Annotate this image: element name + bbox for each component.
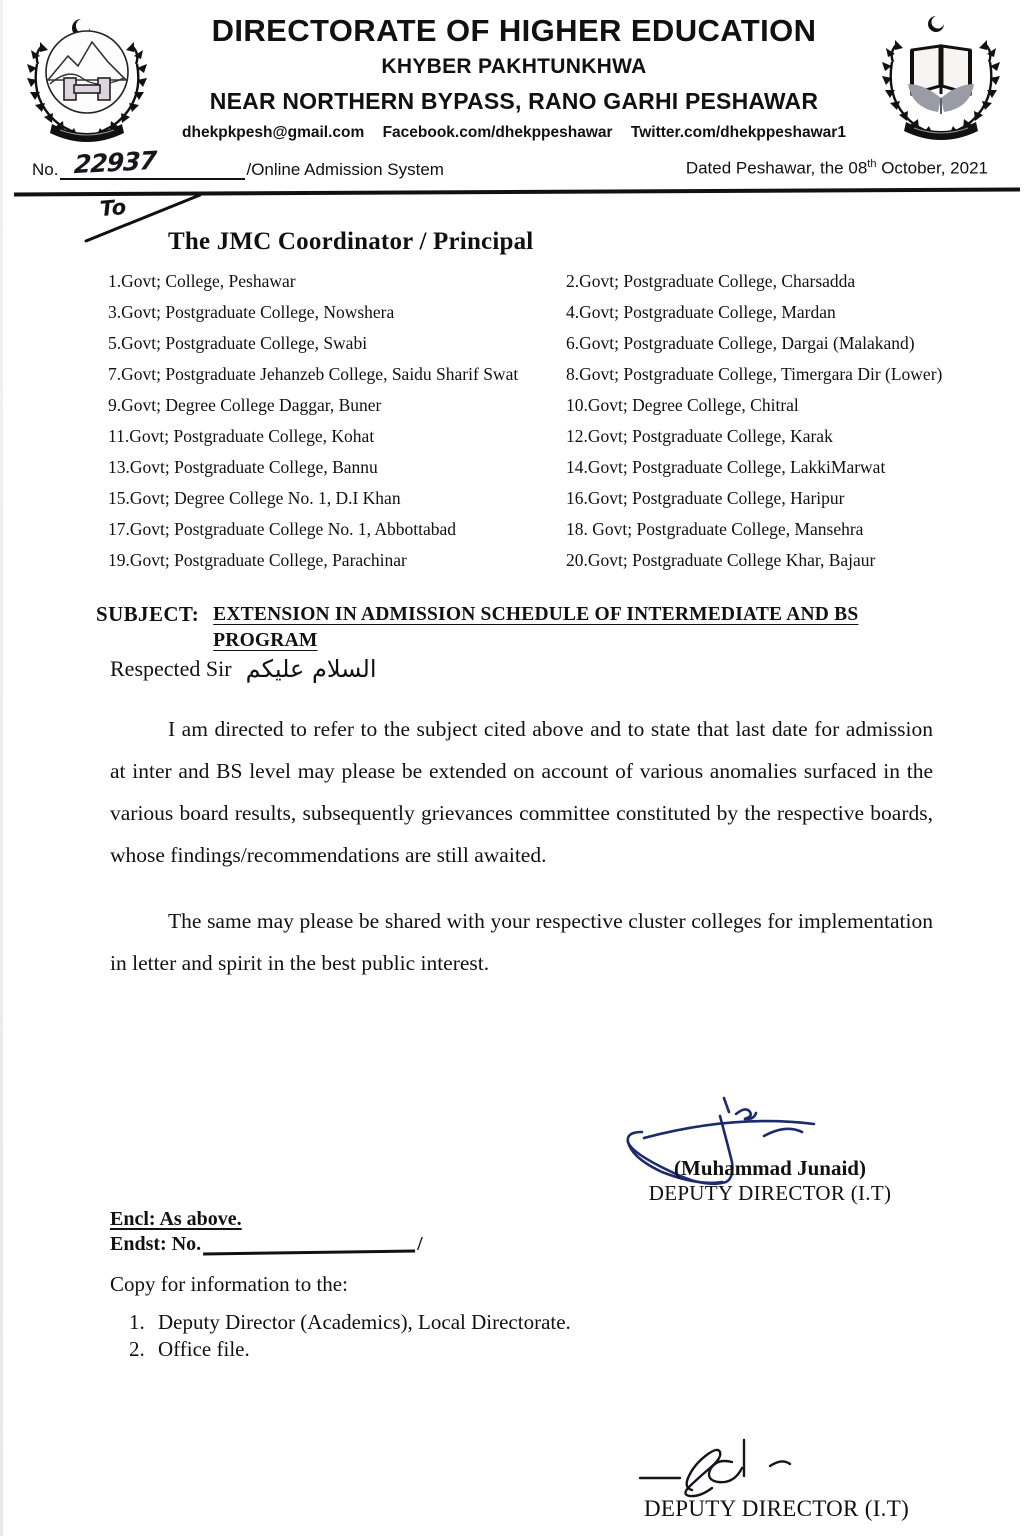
list-item: 2.Govt; Postgraduate College, Charsadda: [566, 271, 856, 291]
signatory-designation-secondary: DEPUTY DIRECTOR (I.T): [644, 1496, 910, 1521]
letterhead-text: [170, 14, 858, 142]
signature-block-primary: [620, 1092, 920, 1206]
dated-suffix: October, 2021: [876, 158, 988, 178]
body-paragraph-2: The same may please be shared with your respective cluster colleges for implementation in letter and spirit in the best public interest.: [110, 909, 933, 975]
salutation-urdu: السلام علیکم: [245, 655, 377, 683]
org-contacts: [170, 124, 858, 142]
list-item: 5.Govt; Postgraduate College, Swabi: [108, 333, 368, 353]
list-item: 12.Govt; Postgraduate College, Karak: [566, 426, 833, 446]
salutation-english: Respected Sir: [110, 656, 232, 681]
list-item: 19.Govt; Postgraduate College, Parachinar: [108, 550, 407, 570]
college-list-column-right: [566, 266, 984, 576]
reference-number-group: [32, 145, 444, 180]
endorsement-block: [110, 1208, 571, 1364]
list-item: 4.Govt; Postgraduate College, Mardan: [566, 302, 836, 322]
college-recipient-list: [108, 266, 984, 576]
body-paragraph-1: I am directed to refer to the subject cited above and to state that last date for admission at inter and BS level may please be extended on account of various anomalies surfaced in the various board results, subsequently grievances committee constituted by the respective boards, whose findings/recommendations are still awaited.: [110, 717, 933, 867]
list-item: 9.Govt; Degree College Daggar, Buner: [108, 395, 382, 415]
enclosure-line: Encl: As above.: [110, 1208, 242, 1230]
reference-no-label: No.: [32, 160, 59, 179]
directorate-book-emblem: [866, 6, 1016, 144]
list-item: 18. Govt; Postgraduate College, Mansehra: [566, 519, 864, 539]
college-list-column-left: [108, 266, 566, 576]
twitter-text: Twitter.com/dhekppeshawar1: [630, 123, 846, 141]
reference-line: [26, 145, 1002, 190]
list-item: 17.Govt; Postgraduate College No. 1, Abbottabad: [108, 519, 457, 539]
dated-line: [686, 158, 988, 179]
signatory-name: (Muhammad Junaid): [674, 1156, 866, 1180]
list-item: 3.Govt; Postgraduate College, Nowshera: [108, 302, 395, 322]
handwritten-signature-secondary: [632, 1432, 862, 1504]
list-item: 1. Deputy Director (Academics), Local Directorate.: [150, 1309, 571, 1336]
kp-government-emblem: [12, 6, 162, 144]
salutation: [110, 655, 377, 683]
reference-suffix: /Online Admission System: [246, 160, 444, 179]
dated-ordinal: th: [867, 158, 877, 170]
email-text: dhekpkpesh@gmail.com: [182, 123, 365, 141]
addressee-title: The JMC Coordinator / Principal: [168, 228, 534, 255]
org-address: NEAR NORTHERN BYPASS, RANO GARHI PESHAWAR: [209, 87, 819, 114]
signatory-designation: DEPUTY DIRECTOR (I.T): [648, 1181, 892, 1205]
list-item: 20.Govt; Postgraduate College Khar, Bajaur: [566, 550, 876, 570]
dated-prefix: Dated Peshawar, the 08: [685, 158, 868, 178]
signature-block-secondary: [618, 1438, 938, 1522]
copy-recipient-list: [110, 1309, 571, 1364]
list-item: 6.Govt; Postgraduate College, Dargai (Malakand): [566, 333, 915, 353]
endst-label: Endst: No.: [110, 1233, 202, 1255]
to-label: To: [99, 194, 128, 222]
list-item: 15.Govt; Degree College No. 1, D.I Khan: [108, 488, 401, 508]
org-subtitle: KHYBER PAKHTUNKHWA: [381, 54, 647, 78]
list-item: 8.Govt; Postgraduate College, Timergara Dir (Lower): [566, 364, 943, 384]
list-item: 1.Govt; College, Peshawar: [108, 271, 296, 291]
subject-block: [96, 602, 968, 655]
list-item: 11.Govt; Postgraduate College, Kohat: [108, 426, 375, 446]
list-item: 14.Govt; Postgraduate College, LakkiMarwat: [566, 457, 886, 477]
endst-blank-field[interactable]: [203, 1234, 415, 1256]
list-item: 2. Office file.: [150, 1336, 571, 1363]
endorsement-number-row: [110, 1233, 571, 1256]
endst-slash: /: [417, 1233, 423, 1255]
list-item: 7.Govt; Postgraduate Jehanzeb College, Saidu Sharif Swat: [108, 364, 519, 384]
reference-no-blank[interactable]: [60, 145, 245, 180]
letter-body: [110, 708, 933, 1008]
list-item: 13.Govt; Postgraduate College, Bannu: [108, 457, 378, 477]
facebook-text: Facebook.com/dhekppeshawar: [382, 123, 613, 141]
list-item: 10.Govt; Degree College, Chitral: [566, 395, 799, 415]
scan-edge-artifact: [0, 0, 3, 1536]
copy-heading: Copy for information to the:: [110, 1272, 348, 1296]
list-item: 16.Govt; Postgraduate College, Haripur: [566, 488, 845, 508]
org-title: DIRECTORATE OF HIGHER EDUCATION: [211, 13, 817, 48]
subject-text: EXTENSION IN ADMISSION SCHEDULE OF INTERMEDIATE AND BS PROGRAM: [213, 604, 859, 652]
reference-no-handwritten-value: 22937: [73, 145, 158, 180]
subject-label: SUBJECT:: [96, 602, 200, 626]
letterhead: [0, 0, 1028, 150]
